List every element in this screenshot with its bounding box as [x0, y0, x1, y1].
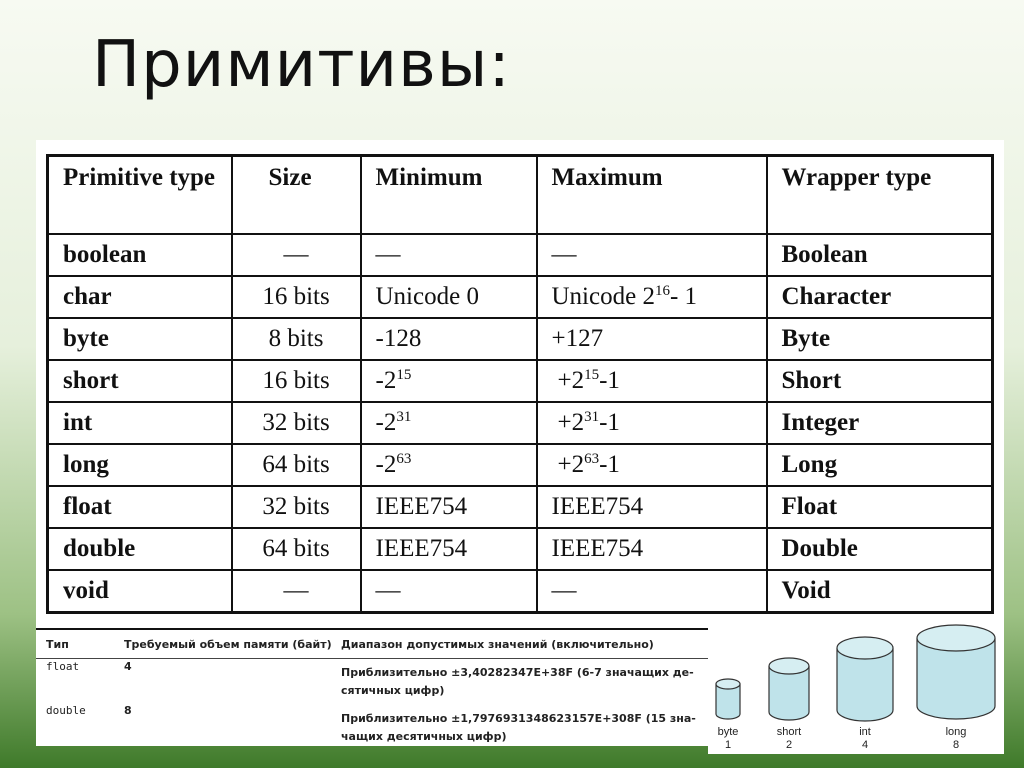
table-row: [48, 444, 993, 486]
type-size-illustration: [708, 622, 1004, 754]
long-label: [916, 726, 996, 752]
cell-max: +127: [537, 318, 767, 360]
cell-size: 16 bits: [232, 276, 361, 318]
type-bytes: 1: [724, 739, 732, 751]
table-row: [48, 528, 993, 570]
cell-min: Unicode 0: [361, 276, 537, 318]
cell-max: —: [537, 570, 767, 613]
cell-size: 32 bits: [232, 402, 361, 444]
type-name: byte: [717, 726, 739, 738]
cell-min: IEEE754: [361, 528, 537, 570]
cell-wrapper: Float: [767, 486, 993, 528]
max-base: +2: [557, 451, 585, 478]
row-range: [341, 710, 711, 746]
max-exponent: 16: [654, 283, 670, 299]
row-range-line: чащих десятичных цифр): [341, 730, 507, 743]
cell-size: 64 bits: [232, 444, 361, 486]
short-cylinder: [766, 656, 812, 722]
table-row: [48, 276, 993, 318]
cell-type: void: [48, 570, 232, 613]
row-range-line: Приблизительно ±1,7976931348623157E+308F (15 зна-: [341, 712, 696, 725]
cell-wrapper: Character: [767, 276, 993, 318]
max-base: +2: [557, 409, 585, 436]
row-range: [341, 664, 711, 700]
cell-max: [537, 360, 767, 402]
cell-wrapper: Boolean: [767, 234, 993, 276]
header-maximum: Maximum: [537, 156, 767, 235]
table-header-row: [48, 156, 993, 235]
cell-wrapper: Byte: [767, 318, 993, 360]
row-range-line: сятичных цифр): [341, 684, 445, 697]
type-bytes: 8: [952, 739, 960, 751]
cell-wrapper: Short: [767, 360, 993, 402]
max-base: Unicode 2: [551, 283, 655, 310]
header-primitive-type: Primitive type: [48, 156, 232, 235]
cell-wrapper: Long: [767, 444, 993, 486]
cell-size: —: [232, 234, 361, 276]
row-bytes: 8: [124, 704, 132, 717]
cell-min: [361, 360, 537, 402]
cell-type: boolean: [48, 234, 232, 276]
long-cylinder: [914, 622, 998, 722]
header-range: Диапазон допустимых значений (включительно): [341, 638, 654, 651]
short-label: [749, 726, 829, 752]
max-tail: -1: [599, 409, 620, 436]
header-type: Тип: [46, 638, 69, 651]
min-exponent: 15: [396, 367, 412, 383]
cell-size: 16 bits: [232, 360, 361, 402]
type-bytes: 2: [785, 739, 793, 751]
range-table-header: [36, 628, 708, 659]
cell-type: byte: [48, 318, 232, 360]
slide-title: Примитивы:: [92, 28, 511, 102]
max-base: +2: [557, 367, 585, 394]
cell-size: —: [232, 570, 361, 613]
row-type: float: [46, 660, 80, 673]
type-name: long: [945, 726, 967, 738]
min-exponent: 63: [396, 451, 412, 467]
cell-type: float: [48, 486, 232, 528]
cell-size: 8 bits: [232, 318, 361, 360]
header-wrapper-type: Wrapper type: [767, 156, 993, 235]
type-name: int: [859, 726, 871, 738]
cell-type: long: [48, 444, 232, 486]
int-cylinder: [834, 634, 896, 722]
max-exponent: 15: [584, 367, 600, 383]
cell-wrapper: Double: [767, 528, 993, 570]
cell-max: [537, 444, 767, 486]
min-base: -2: [375, 451, 397, 478]
min-base: -2: [375, 367, 397, 394]
row-type: double: [46, 704, 86, 717]
type-bytes: 4: [861, 739, 869, 751]
primitives-table: [46, 154, 994, 614]
header-minimum: Minimum: [361, 156, 537, 235]
table-row: [48, 486, 993, 528]
cell-max: IEEE754: [537, 486, 767, 528]
row-bytes: 4: [124, 660, 132, 673]
table-row: [48, 402, 993, 444]
header-size: Size: [232, 156, 361, 235]
int-label: [825, 726, 905, 752]
cell-min: IEEE754: [361, 486, 537, 528]
min-exponent: 31: [396, 409, 412, 425]
header-memory: Требуемый объем памяти (байт): [124, 638, 332, 651]
max-tail: - 1: [669, 283, 698, 310]
cell-size: 32 bits: [232, 486, 361, 528]
cell-size: 64 bits: [232, 528, 361, 570]
cell-wrapper: Integer: [767, 402, 993, 444]
cell-max: [537, 402, 767, 444]
max-exponent: 63: [584, 451, 600, 467]
float-double-range-table: [36, 628, 708, 742]
cell-max: —: [537, 234, 767, 276]
max-tail: -1: [599, 451, 620, 478]
cell-min: —: [361, 234, 537, 276]
cell-type: int: [48, 402, 232, 444]
cell-max: [537, 276, 767, 318]
cell-min: [361, 402, 537, 444]
cell-min: —: [361, 570, 537, 613]
byte-cylinder: [714, 676, 742, 722]
min-base: -2: [375, 409, 397, 436]
cell-type: double: [48, 528, 232, 570]
cell-min: [361, 444, 537, 486]
type-name: short: [776, 726, 802, 738]
cell-type: short: [48, 360, 232, 402]
row-range-line: Приблизительно ±3,40282347E+38F (6-7 значащих де-: [341, 666, 694, 679]
cell-min: -128: [361, 318, 537, 360]
table-row: [48, 234, 993, 276]
cell-max: IEEE754: [537, 528, 767, 570]
table-row: [48, 360, 993, 402]
cell-wrapper: Void: [767, 570, 993, 613]
cell-type: char: [48, 276, 232, 318]
table-row: [48, 318, 993, 360]
max-exponent: 31: [584, 409, 600, 425]
max-tail: -1: [599, 367, 620, 394]
table-row: [48, 570, 993, 613]
